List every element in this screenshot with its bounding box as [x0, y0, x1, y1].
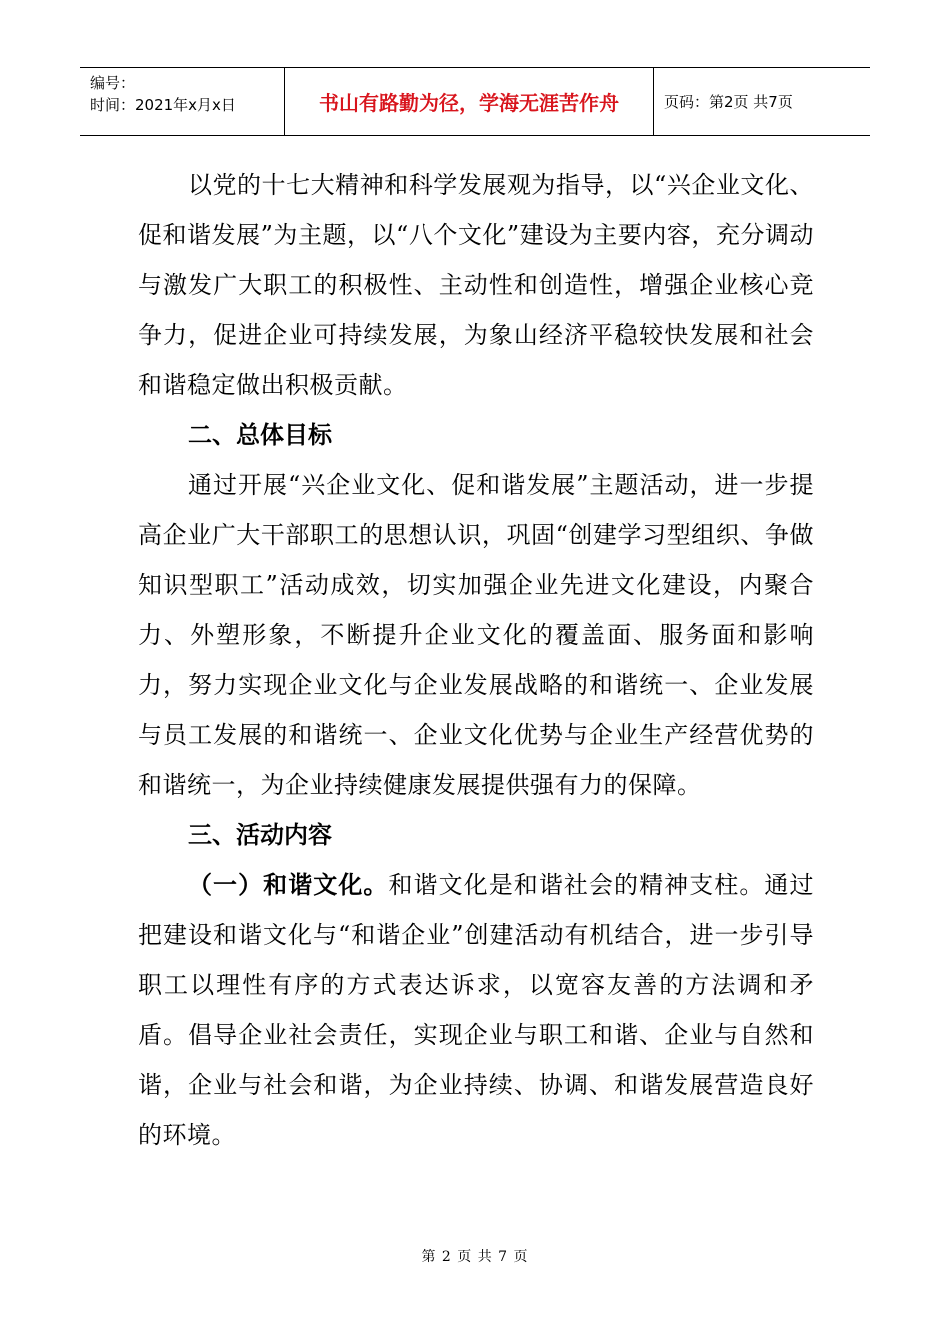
paragraph-guiding-principle: 以党的十七大精神和科学发展观为指导，以“兴企业文化、促和谐发展”为主题，以“八个文化”建设为主要内容，充分调动与激发广大职工的积极性、主动性和创造性，增强企业核心竞争力，促进企业可持续发展，为象山经济平稳较快发展和社会和谐稳定做出积极贡献。	[138, 171, 814, 399]
serial-number-label: 编号：	[90, 74, 136, 92]
harmony-culture-text: 和谐文化是和谐社会的精神支柱。通过把建设和谐文化与“和谐企业”创建活动有机结合，进一步引导职工以理性有序的方式表达诉求，以宽容友善的方法调和矛盾。倡导企业社会责任，实现企业与职工和谐、企业与自然和谐，企业与社会和谐，为企业持续、协调、和谐发展营造良好的环境。	[138, 871, 814, 1149]
header-left-cell	[80, 68, 284, 135]
section-heading-activity-content: 三、活动内容	[188, 821, 332, 849]
paragraph-harmony-culture	[138, 860, 814, 1160]
page-footer: 第 2 页 共 7 页	[421, 1249, 529, 1265]
paragraph-overall-goal: 通过开展“兴企业文化、促和谐发展”主题活动，进一步提高企业广大干部职工的思想认识，巩固“创建学习型组织、争做知识型职工”活动成效，切实加强企业先进文化建设，内聚合力、外塑形象，不断提升企业文化的覆盖面、服务面和影响力，努力实现企业文化与企业发展战略的和谐统一、企业发展与员工发展的和谐统一、企业文化优势与企业生产经营优势的和谐统一，为企业持续健康发展提供强有力的保障。	[138, 471, 814, 799]
section-heading-overall-goal: 二、总体目标	[188, 421, 332, 449]
motto-text: 书山有路勤为径，学海无涯苦作舟	[319, 91, 619, 115]
subsection-lead-harmony-culture: （一）和谐文化。	[188, 871, 389, 899]
page-count-label: 页码：第2页 共7页	[664, 93, 793, 111]
document-body	[138, 160, 814, 1160]
header-motto-cell	[284, 68, 654, 135]
header-table	[80, 67, 870, 136]
header-page-cell	[654, 68, 870, 135]
date-label: 时间：2021年x月x日	[90, 96, 236, 114]
